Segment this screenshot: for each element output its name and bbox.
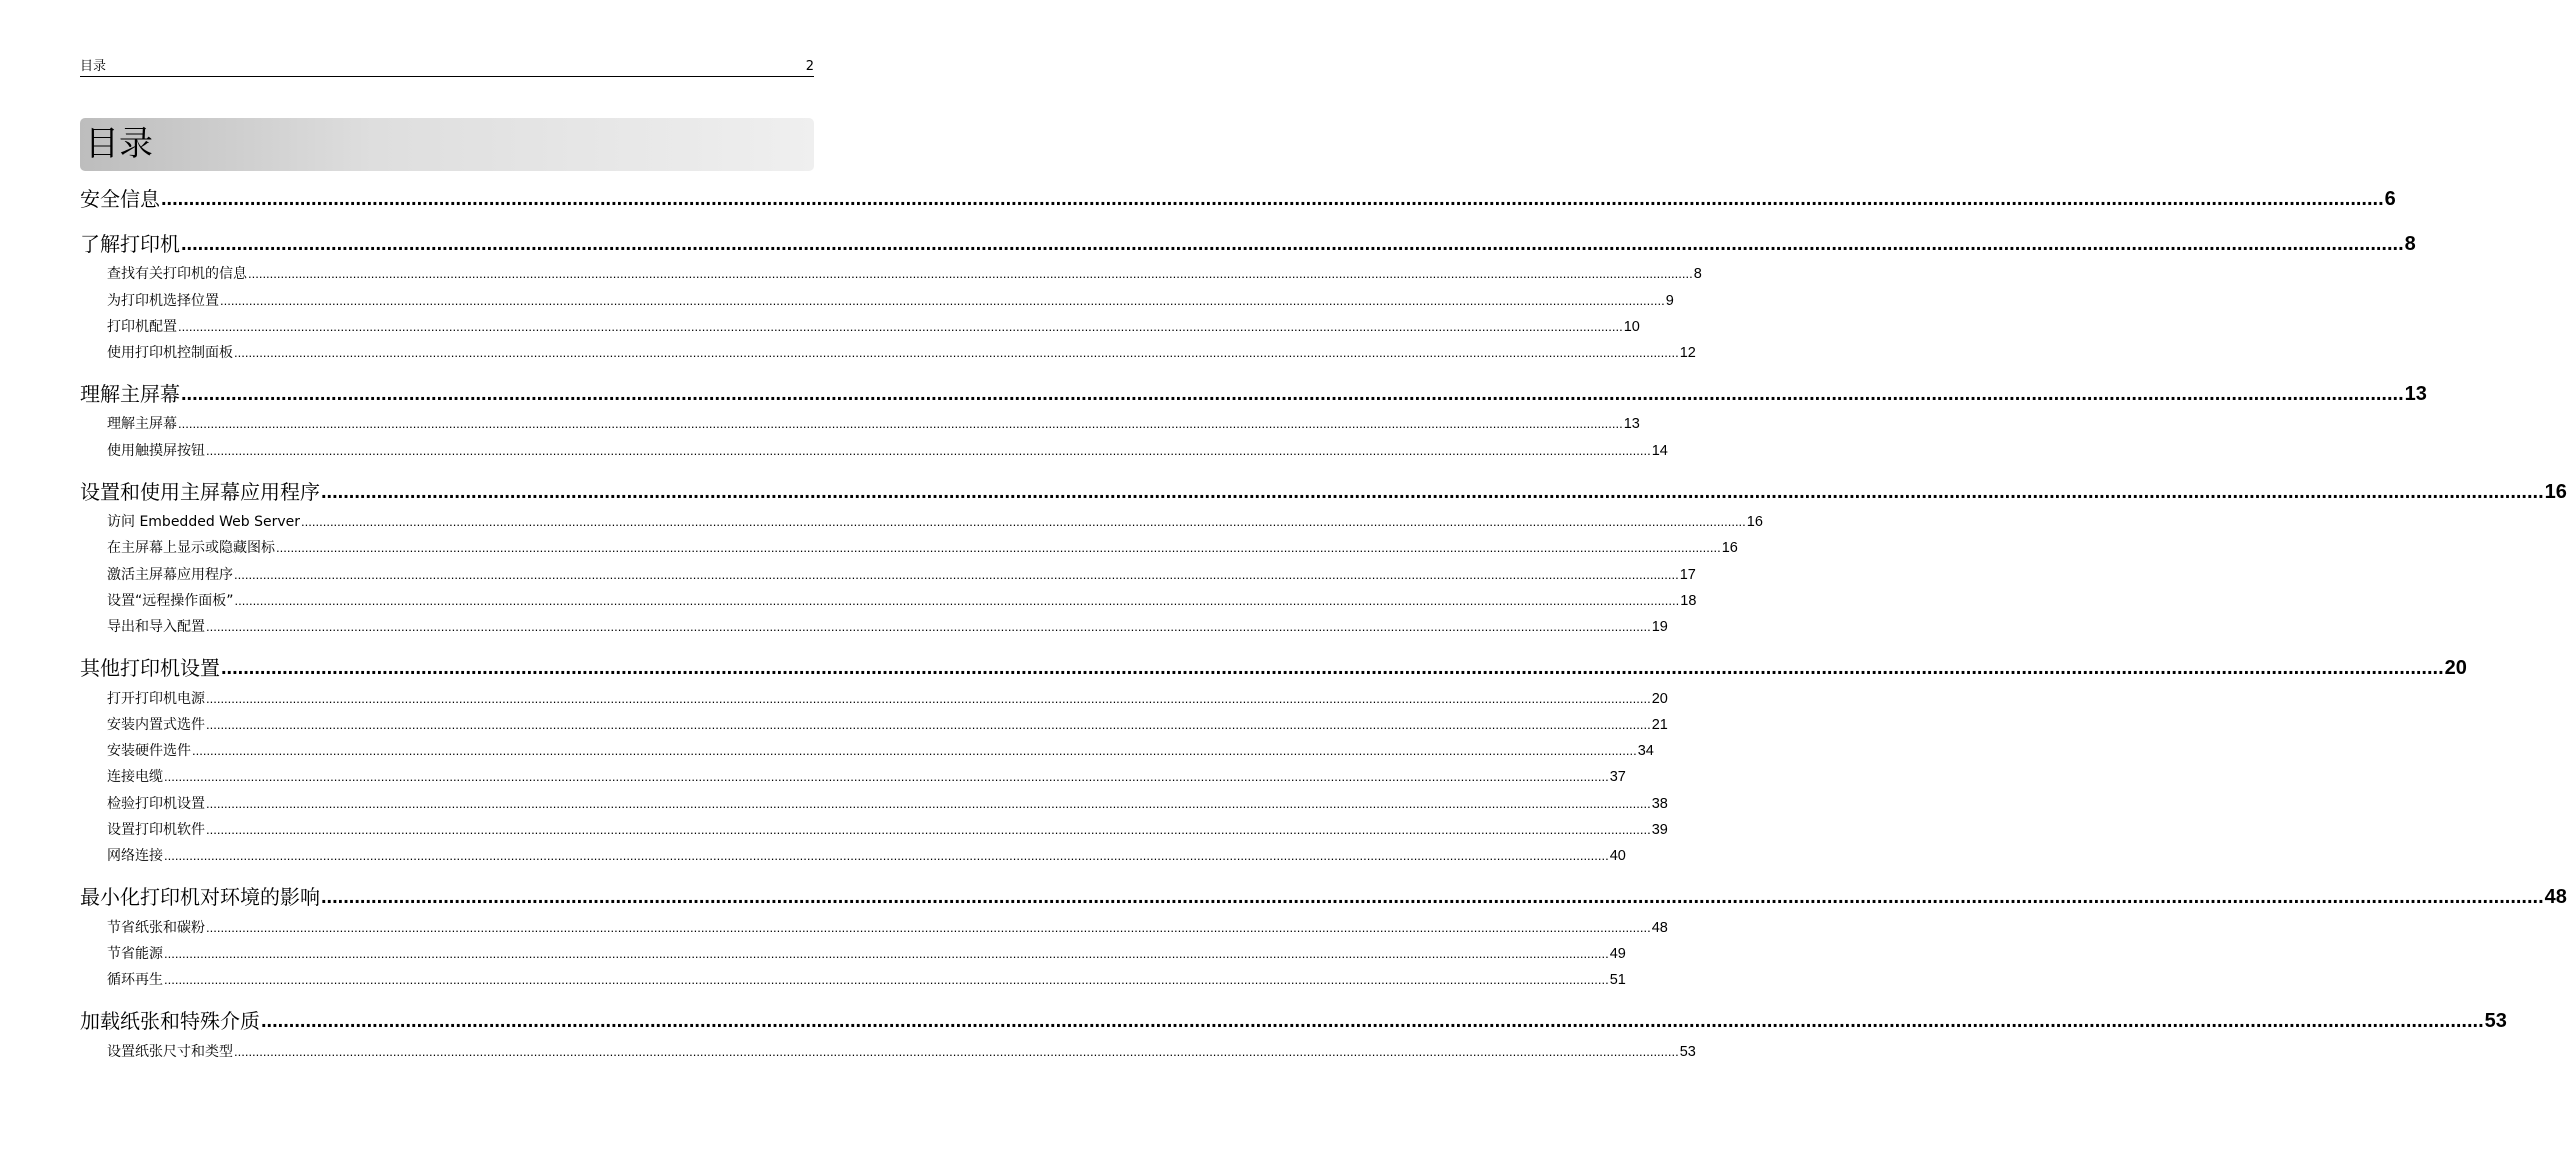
toc-leader-dots: ................................................................................................................................................................................................................................................................................................................................................................................................................ — [234, 592, 1680, 608]
toc-entry-chapter[interactable] — [80, 652, 2467, 682]
toc-topic-title: 设置纸张尺寸和类型 — [107, 1043, 233, 1060]
toc-leader-dots: ................................................................................................................................................................................................................................................................................................................................................................................................................ — [206, 690, 1651, 706]
toc-section — [80, 881, 2567, 990]
toc-entry-topic[interactable] — [80, 258, 1702, 284]
toc-topic-title: 理解主屏幕 — [107, 416, 177, 433]
toc-chapter-page: 48 — [2544, 886, 2567, 909]
toc-topic-page: 17 — [1679, 566, 1696, 583]
toc-chapter-title: 安全信息 — [80, 187, 160, 211]
toc-topic-page: 16 — [1746, 514, 1763, 531]
toc-entry-topic[interactable] — [80, 611, 1668, 637]
toc-chapter-page: 6 — [2384, 188, 2396, 210]
toc-leader-dots: ................................................................................................................................................................................................................................................................................................................................................................................................................ — [206, 716, 1651, 732]
toc-entry-topic[interactable] — [80, 682, 1668, 708]
toc-topic-page: 16 — [1721, 540, 1738, 557]
toc-entry-topic[interactable] — [80, 408, 1640, 434]
toc-topic-page: 19 — [1651, 619, 1668, 636]
toc-chapter-title: 理解主屏幕 — [80, 382, 180, 407]
toc-chapter-page: 20 — [2444, 657, 2467, 680]
toc-entry-chapter[interactable] — [80, 183, 2396, 213]
toc-entry-chapter[interactable] — [80, 378, 2427, 408]
toc-topic-page: 38 — [1651, 795, 1668, 812]
toc-topic-title: 安装内置式选件 — [107, 716, 205, 733]
toc-topic-title: 节省能源 — [107, 945, 163, 962]
toc-topic-page: 18 — [1680, 592, 1697, 609]
toc-leader-dots: ................................................................................................................................................................................................................................................................................................................................................................................................................ — [261, 1010, 2484, 1033]
toc-entry-topic[interactable] — [80, 434, 1668, 460]
toc-chapter-page: 53 — [2484, 1010, 2507, 1033]
toc-leader-dots: ................................................................................................................................................................................................................................................................................................................................................................................................................ — [221, 657, 2444, 680]
toc-chapter-page: 13 — [2404, 383, 2427, 406]
toc-entry-topic[interactable] — [80, 814, 1668, 840]
toc-topic-page: 10 — [1623, 318, 1640, 335]
toc-leader-dots: ................................................................................................................................................................................................................................................................................................................................................................................................................ — [192, 743, 1637, 759]
toc-leader-dots: ................................................................................................................................................................................................................................................................................................................................................................................................................ — [321, 480, 2544, 503]
toc-leader-dots: ................................................................................................................................................................................................................................................................................................................................................................................................................ — [301, 514, 1746, 530]
toc-leader-dots: ................................................................................................................................................................................................................................................................................................................................................................................................................ — [178, 318, 1623, 334]
running-header-page-number: 2 — [805, 59, 814, 74]
toc-leader-dots: ................................................................................................................................................................................................................................................................................................................................................................................................................ — [321, 886, 2544, 909]
toc-topic-page: 13 — [1623, 416, 1640, 433]
toc-topic-title: 连接电缆 — [107, 769, 163, 786]
toc-entry-topic[interactable] — [80, 506, 1763, 532]
toc-entry-topic[interactable] — [80, 911, 1668, 937]
toc-leader-dots: ................................................................................................................................................................................................................................................................................................................................................................................................................ — [248, 266, 1693, 282]
toc-topic-title: 安装硬件选件 — [107, 743, 191, 760]
toc-topic-title: 使用打印机控制面板 — [107, 345, 233, 362]
toc-section — [80, 378, 2427, 461]
toc-topic-title: 网络连接 — [107, 848, 163, 865]
toc-topic-page: 21 — [1651, 716, 1668, 733]
toc-topic-title: 查找有关打印机的信息 — [107, 266, 247, 283]
toc-entry-chapter[interactable] — [80, 1005, 2507, 1035]
toc-entry-topic[interactable] — [80, 1035, 1696, 1061]
toc-topic-page: 8 — [1693, 266, 1702, 283]
toc-leader-dots: ................................................................................................................................................................................................................................................................................................................................................................................................................ — [164, 769, 1609, 785]
toc-chapter-page: 8 — [2404, 233, 2416, 255]
toc-topic-title: 为打印机选择位置 — [107, 292, 219, 309]
toc-topic-title: 访问 Embedded Web Server — [107, 514, 301, 531]
toc-entry-topic[interactable] — [80, 558, 1696, 584]
toc-topic-title: 打印机配置 — [107, 318, 177, 335]
toc-topic-title: 激活主屏幕应用程序 — [107, 566, 233, 583]
toc-leader-dots: ................................................................................................................................................................................................................................................................................................................................................................................................................ — [164, 972, 1609, 988]
running-header-title: 目录 — [80, 59, 107, 74]
toc-section — [80, 183, 2396, 213]
toc-topic-title: 节省纸张和碳粉 — [107, 919, 205, 936]
toc-topic-title: 设置打印机软件 — [107, 822, 205, 839]
toc-section — [80, 652, 2467, 866]
toc-chapter-title: 最小化打印机对环境的影响 — [80, 885, 320, 910]
running-header — [80, 58, 814, 77]
toc-chapter-title: 了解打印机 — [80, 232, 180, 256]
toc-entry-topic[interactable] — [80, 585, 1697, 611]
toc-topic-page: 37 — [1609, 769, 1626, 786]
toc-leader-dots: ................................................................................................................................................................................................................................................................................................................................................................................................................ — [206, 619, 1651, 635]
toc-section — [80, 476, 2567, 637]
toc-topic-page: 12 — [1679, 345, 1696, 362]
toc-topic-title: 使用触摸屏按钮 — [107, 442, 205, 459]
toc-leader-dots: ................................................................................................................................................................................................................................................................................................................................................................................................................ — [206, 919, 1651, 935]
toc-leader-dots: ................................................................................................................................................................................................................................................................................................................................................................................................................ — [276, 540, 1721, 556]
toc-entry-topic[interactable] — [80, 532, 1738, 558]
toc-entry-topic[interactable] — [80, 337, 1696, 363]
toc-topic-title: 检验打印机设置 — [107, 795, 205, 812]
toc-chapter-page: 16 — [2544, 480, 2567, 503]
toc-topic-page: 53 — [1679, 1043, 1696, 1060]
toc-leader-dots: ................................................................................................................................................................................................................................................................................................................................................................................................................ — [206, 795, 1651, 811]
toc-section — [80, 1005, 2507, 1061]
toc-entry-topic[interactable] — [80, 311, 1640, 337]
toc-topic-title: 打开打印机电源 — [107, 690, 205, 707]
toc-chapter-title: 设置和使用主屏幕应用程序 — [80, 479, 320, 504]
toc-leader-dots: ................................................................................................................................................................................................................................................................................................................................................................................................................ — [234, 566, 1679, 582]
toc-leader-dots: ................................................................................................................................................................................................................................................................................................................................................................................................................ — [161, 188, 2384, 210]
toc-topic-page: 51 — [1609, 972, 1626, 989]
toc-topic-page: 49 — [1609, 945, 1626, 962]
toc-chapter-title: 加载纸张和特殊介质 — [80, 1009, 260, 1034]
toc-entry-chapter[interactable] — [80, 476, 2567, 506]
toc-leader-dots: ................................................................................................................................................................................................................................................................................................................................................................................................................ — [234, 345, 1679, 361]
toc-topic-title: 导出和导入配置 — [107, 619, 205, 636]
toc-leader-dots: ................................................................................................................................................................................................................................................................................................................................................................................................................ — [164, 945, 1609, 961]
toc-leader-dots: ................................................................................................................................................................................................................................................................................................................................................................................................................ — [220, 292, 1665, 308]
toc-leader-dots: ................................................................................................................................................................................................................................................................................................................................................................................................................ — [181, 383, 2404, 406]
toc-leader-dots: ................................................................................................................................................................................................................................................................................................................................................................................................................ — [206, 442, 1651, 458]
toc-section — [80, 228, 2416, 363]
toc-entry-topic[interactable] — [80, 840, 1626, 866]
toc-entry-topic[interactable] — [80, 938, 1626, 964]
toc-entry-chapter[interactable] — [80, 881, 2567, 911]
toc-leader-dots: ................................................................................................................................................................................................................................................................................................................................................................................................................ — [234, 1043, 1679, 1059]
toc-entry-topic[interactable] — [80, 284, 1674, 310]
toc-leader-dots: ................................................................................................................................................................................................................................................................................................................................................................................................................ — [206, 822, 1651, 838]
toc-title-band — [80, 118, 814, 171]
toc-topic-page: 39 — [1651, 822, 1668, 839]
toc-entry-topic[interactable] — [80, 964, 1626, 990]
toc-entry-topic[interactable] — [80, 787, 1668, 813]
toc-leader-dots: ................................................................................................................................................................................................................................................................................................................................................................................................................ — [178, 416, 1623, 432]
toc-topic-page: 34 — [1637, 743, 1654, 760]
toc-entry-chapter[interactable] — [80, 228, 2416, 258]
page-title: 目录 — [85, 124, 153, 164]
toc-topic-page: 14 — [1651, 442, 1668, 459]
toc-topic-page: 20 — [1651, 690, 1668, 707]
toc-leader-dots: ................................................................................................................................................................................................................................................................................................................................................................................................................ — [181, 233, 2404, 255]
toc-chapter-title: 其他打印机设置 — [80, 656, 220, 681]
toc-topic-page: 40 — [1609, 848, 1626, 865]
toc-entry-topic[interactable] — [80, 735, 1654, 761]
toc-leader-dots: ................................................................................................................................................................................................................................................................................................................................................................................................................ — [164, 848, 1609, 864]
toc-topic-page: 48 — [1651, 919, 1668, 936]
table-of-contents — [80, 183, 2567, 1077]
toc-entry-topic[interactable] — [80, 761, 1626, 787]
toc-topic-title: 设置“远程操作面板” — [107, 592, 234, 609]
toc-topic-title: 在主屏幕上显示或隐藏图标 — [107, 540, 275, 557]
toc-entry-topic[interactable] — [80, 709, 1668, 735]
toc-topic-page: 9 — [1665, 292, 1674, 309]
toc-topic-title: 循环再生 — [107, 972, 163, 989]
